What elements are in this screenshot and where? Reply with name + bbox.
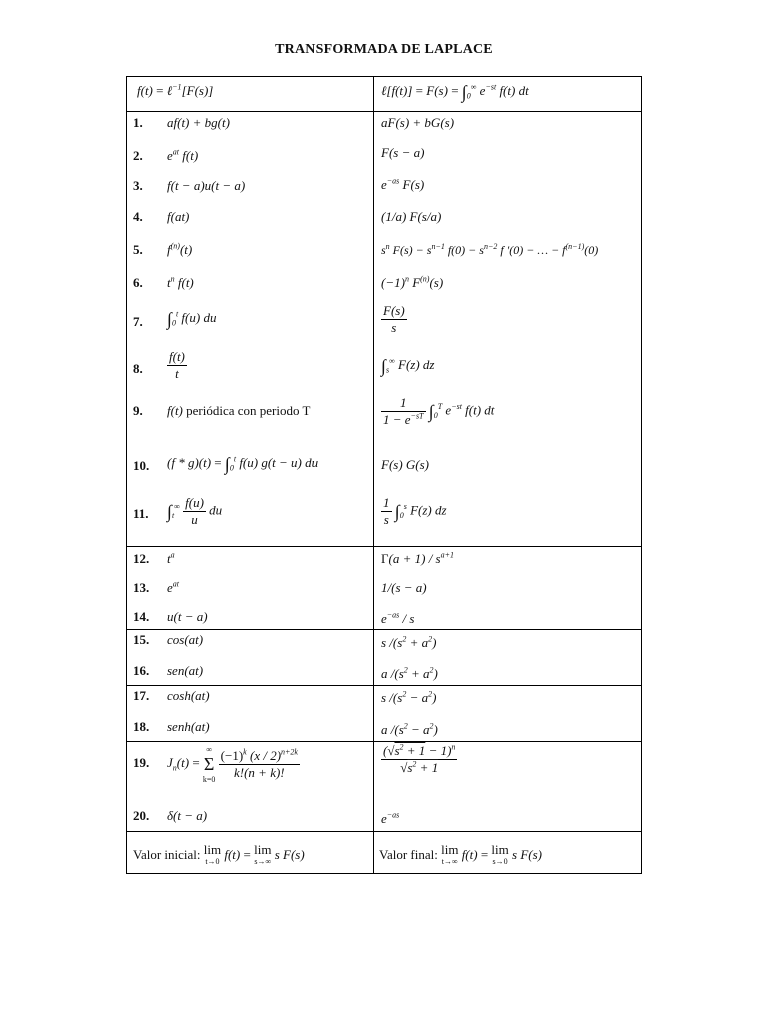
- row-3-function: f(t − a)u(t − a): [167, 178, 246, 193]
- row-9-transform: $\frac{1}{1 - e^{-sT}}$ $\int_0^T$ $e^{-st}$ f(t) dt: [383, 395, 495, 427]
- row-13-function: $e^{at}$: [167, 579, 180, 595]
- row-number: 18.: [133, 719, 150, 734]
- row-number: 3.: [133, 178, 143, 193]
- group-divider: [127, 831, 641, 832]
- row-14-function: u(t − a): [167, 609, 208, 624]
- row-4-function: f(at): [167, 209, 190, 224]
- row-11-function: $\int_t^\infty$ $\frac{f(u)}{u}$ du: [167, 495, 223, 527]
- row-number: 7.: [133, 314, 143, 329]
- row-19-transform: $\frac{(√s^2 + 1 - 1)^n}{√s^2 + 1}$: [383, 742, 456, 775]
- row-8-function: $\frac{f(t)}{t}$: [169, 349, 185, 381]
- row-10-function: $(f * g)(t) = \int_0^t$ f(u) g(t − u) du: [167, 454, 319, 475]
- row-number: 10.: [133, 458, 150, 473]
- row-number: 14.: [133, 609, 150, 624]
- row-17-function: cosh(at): [167, 688, 210, 703]
- initial-value-theorem: Valor inicial: lim t→0 f(t) = lim s→∞ s F(s): [133, 842, 305, 866]
- row-number: 8.: [133, 361, 143, 376]
- group-divider: [127, 629, 641, 630]
- header-divider: [127, 111, 641, 112]
- row-8-transform: $\int_s^\infty$ F(z) dz: [381, 356, 435, 377]
- row-number: 4.: [133, 209, 143, 224]
- row-5-transform: $s^n$ $F(s) - s^{n-1}$ $f(0) - s^{n-2}$ f ′(0) − … − $f^{(n-1)}(0)$: [381, 242, 599, 257]
- group-divider: [127, 741, 641, 742]
- group-divider: [127, 685, 641, 686]
- row-number: 2.: [133, 148, 143, 163]
- row-7-function: $\int_0^t$ f(u) du: [167, 309, 217, 330]
- row-number: 6.: [133, 275, 143, 290]
- row-4-transform: (1/a) F(s/a): [381, 209, 442, 224]
- row-number: 20.: [133, 808, 150, 823]
- row-6-function: $t^n$ f(t): [167, 274, 194, 290]
- row-13-transform: 1/(s − a): [381, 580, 427, 595]
- row-number: 5.: [133, 242, 143, 257]
- row-20-transform: $e^{-as}$: [381, 810, 400, 826]
- group-divider: [127, 546, 641, 547]
- row-18-transform: a $/(s^2 - a^2)$: [381, 721, 438, 737]
- row-number: 1.: [133, 115, 143, 130]
- row-16-function: sen(at): [167, 663, 204, 678]
- row-1-transform: aF(s) + bG(s): [381, 115, 455, 130]
- row-number: 17.: [133, 688, 150, 703]
- row-number: 12.: [133, 551, 150, 566]
- row-15-function: cos(at): [167, 632, 204, 647]
- row-18-function: senh(at): [167, 719, 210, 734]
- row-number: 15.: [133, 632, 150, 647]
- column-divider: [373, 77, 374, 873]
- row-11-transform: $\frac{1}{s}$ $\int_0^s$ F(z) dz: [383, 495, 447, 527]
- row-19-function: $J_n(t)$ = ∞ Σ k=0 $\frac{(-1)^k (x / 2)^{n+2k}}{k!(n + k)!}$: [167, 745, 298, 784]
- row-20-function: δ(t − a): [167, 808, 208, 823]
- row-number: 13.: [133, 580, 150, 595]
- row-3-transform: $e^{-as}$ F(s): [381, 176, 425, 192]
- row-15-transform: s $/(s^2 + a^2)$: [381, 634, 437, 650]
- final-value-theorem: Valor final: lim t→∞ f(t) = lim s→0 s F(s): [379, 842, 542, 866]
- row-6-transform: $(-1)^n$ $F^{(n)}(s)$: [381, 274, 444, 290]
- row-1-function: af(t) + bg(t): [167, 115, 230, 130]
- row-number: 11.: [133, 506, 149, 521]
- row-12-transform: $\Gamma(a + 1) / s^{a+1}$: [381, 550, 455, 566]
- row-2-transform: F(s − a): [381, 145, 425, 160]
- header-inverse-transform: f(t) = ℓ$^{-1}$[F(s)]: [137, 82, 214, 98]
- row-9-function: f(t) periódica con periodo T: [167, 403, 311, 418]
- row-number: 16.: [133, 663, 150, 678]
- row-16-transform: a $/(s^2 + a^2)$: [381, 665, 438, 681]
- row-14-transform: $e^{-as}$ / s: [381, 610, 415, 626]
- row-number: 9.: [133, 403, 143, 418]
- laplace-table: [126, 76, 642, 874]
- header-transform-definition: ℓ[f(t)] = $F(s) = \int_0^\infty$ $e^{-st}$ f(t) dt: [381, 82, 529, 103]
- page-title: TRANSFORMADA DE LAPLACE: [275, 42, 493, 57]
- row-2-function: $e^{at}$ f(t): [167, 147, 199, 163]
- row-number: 19.: [133, 755, 150, 770]
- row-5-function: $f^{(n)}(t)$: [167, 241, 193, 257]
- row-7-transform: $\frac{F(s)}{s}$: [383, 303, 405, 335]
- row-17-transform: s $/(s^2 - a^2)$: [381, 689, 437, 705]
- row-10-transform: F(s) G(s): [381, 457, 430, 472]
- row-12-function: $t^a$: [167, 550, 175, 566]
